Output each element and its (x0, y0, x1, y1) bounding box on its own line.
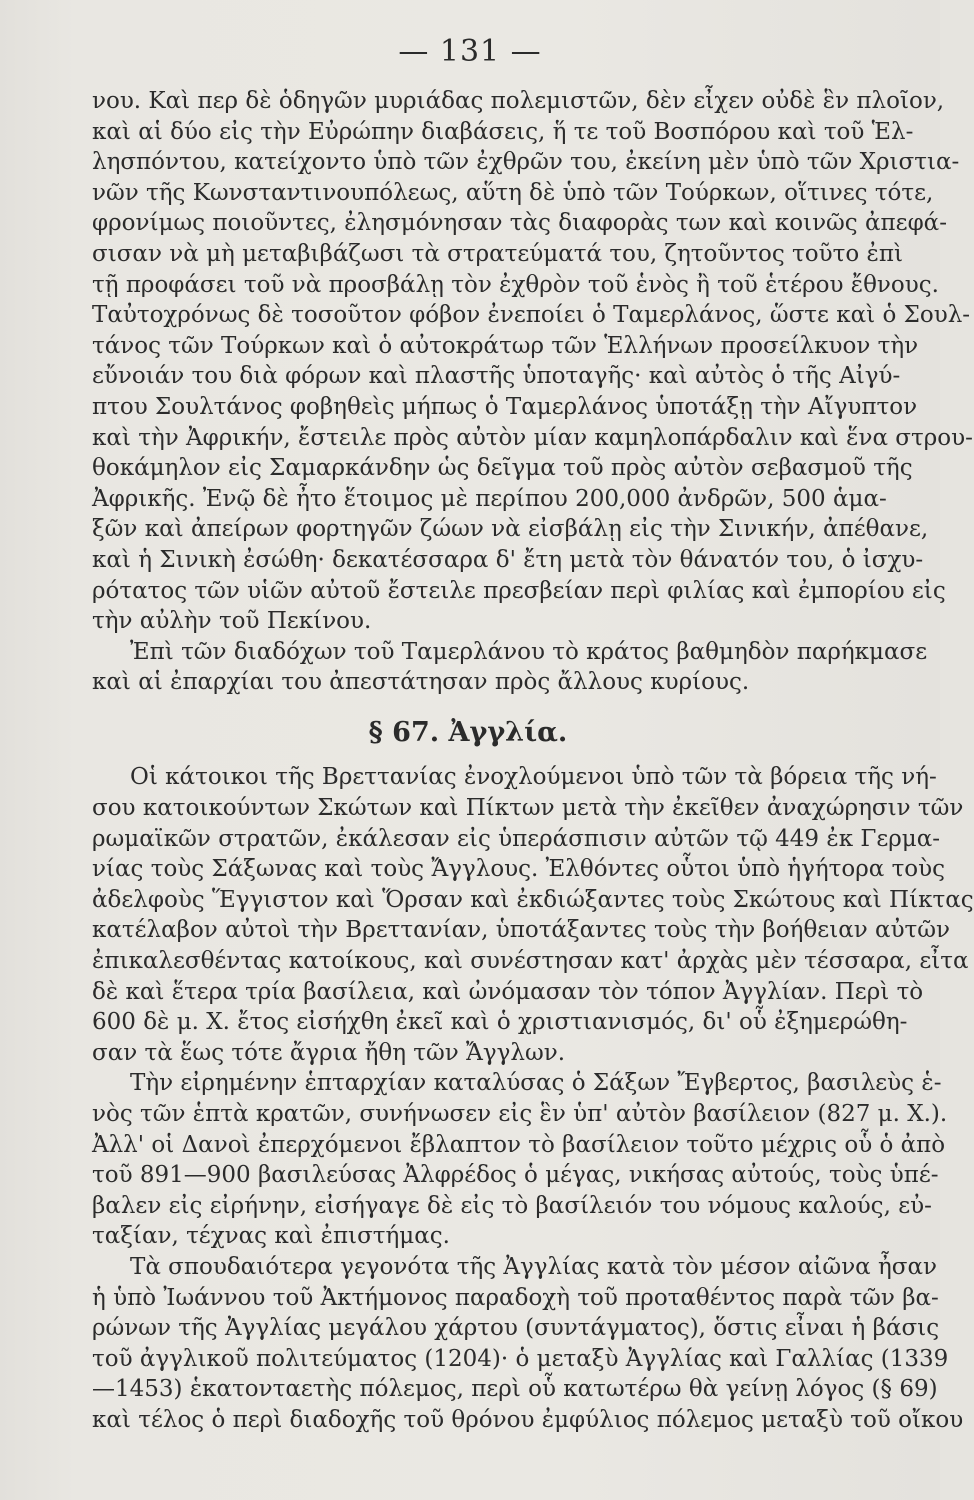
text-line: κατέλαβον αὐτοὶ τὴν Βρεττανίαν, ὑποτάξαντες τοὺς τὴν βοήθειαν αὐτῶν (92, 917, 951, 944)
paragraphs-after-heading (92, 762, 974, 1435)
text-line: ρότατος τῶν υἱῶν αὐτοῦ ἔστειλε πρεσβείαν περὶ φιλίας καὶ ἐμπορίου εἰς (92, 577, 946, 604)
text-line: τὴν αὐλὴν τοῦ Πεκίνου. (92, 608, 372, 635)
text-line: νίας τοὺς Σάξωνας καὶ τοὺς Ἄγγλους. Ἐλθόντες οὗτοι ὑπὸ ἡγήτορα τοὺς (92, 856, 946, 883)
text-line: λησπόντου, κατείχοντο ὑπὸ τῶν ἐχθρῶν του, ἐκείνη μὲν ὑπὸ τῶν Χριστια- (92, 149, 960, 176)
text-line: νῶν τῆς Κωνσταντινουπόλεως, αὕτη δὲ ὑπὸ τῶν Τούρκων, οἵτινες τότε, (92, 179, 934, 206)
text-line: ἀδελφοὺς Ἕγγιστον καὶ Ὅρσαν καὶ ἐκδιώξαντες τοὺς Σκώτους καὶ Πίκτας (92, 886, 974, 913)
paragraph (92, 1068, 948, 1252)
text-line: Οἱ κάτοικοι τῆς Βρεττανίας ἐνοχλούμενοι ὑπὸ τῶν τὰ βόρεια τῆς νή- (130, 764, 937, 791)
text-line: σισαν νὰ μὴ μεταβιβάζωσι τὰ στρατεύματά του, ζητοῦντος τοῦτο ἐπὶ (92, 240, 903, 267)
text-line: καὶ αἱ ἐπαρχίαι του ἀπεστάτησαν πρὸς ἄλλους κυρίους. (92, 669, 750, 696)
text-line: ἡ ὑπὸ Ἰωάννου τοῦ Ἀκτήμονος παραδοχὴ τοῦ προταθέντος παρὰ τῶν βα- (92, 1284, 939, 1311)
text-line: ταξίαν, τέχνας καὶ ἐπιστήμας. (92, 1223, 450, 1250)
text-line: σαν τὰ ἕως τότε ἄγρια ἤθη τῶν Ἄγγλων. (92, 1039, 566, 1066)
text-line: θοκάμηλον εἰς Σαμαρκάνδην ὡς δεῖγμα τοῦ πρὸς αὐτὸν σεβασμοῦ τῆς (92, 455, 913, 482)
text-line: Ἀφρικῆς. Ἐνῷ δὲ ἦτο ἕτοιμος μὲ περίπου 200,000 ἀνδρῶν, 500 ἁμα- (92, 485, 887, 512)
text-line: δὲ καὶ ἕτερα τρία βασίλεια, καὶ ὠνόμασαν τὸν τόπον Ἀγγλίαν. Περὶ τὸ (92, 978, 924, 1005)
text-line: 600 δὲ μ. Χ. ἔτος εἰσήχθη ἐκεῖ καὶ ὁ χριστιανισμός, δι' οὗ ἐξημερώθη- (92, 1009, 908, 1036)
paragraph (92, 1252, 964, 1436)
text-line: καὶ τέλος ὁ περὶ διαδοχῆς τοῦ θρόνου ἐμφύλιος πόλεμος μεταξὺ τοῦ οἴκου (92, 1406, 964, 1433)
text-line: καὶ αἱ δύο εἰς τὴν Εὐρώπην διαβάσεις, ἥ τε τοῦ Βοσπόρου καὶ τοῦ Ἑλ- (92, 118, 914, 145)
text-line: τοῦ 891—900 βασιλεύσας Ἀλφρέδος ὁ μέγας, νικήσας αὐτούς, τοὺς ὑπέ- (92, 1162, 939, 1189)
text-line: βαλεν εἰς εἰρήνην, εἰσήγαγε δὲ εἰς τὸ βασίλειόν του νόμους καλούς, εὐ- (92, 1192, 932, 1219)
text-line: τῇ προφάσει τοῦ νὰ προσβάλῃ τὸν ἐχθρὸν τοῦ ἑνὸς ἢ τοῦ ἑτέρου ἔθνους. (92, 271, 939, 298)
text-line: νου. Καὶ περ δὲ ὁδηγῶν μυριάδας πολεμιστῶν, δὲν εἶχεν οὐδὲ ἓν πλοῖον, (92, 88, 945, 114)
page-number: — 131 — (398, 34, 542, 69)
text-line: —1453) ἑκατονταετὴς πόλεμος, περὶ οὗ κατωτέρω θὰ γείνῃ λόγος (§ 69) (92, 1376, 938, 1403)
text-line: ξῶν καὶ ἀπείρων φορτηγῶν ζώων νὰ εἰσβάλῃ εἰς τὴν Σινικήν, ἀπέθανε, (92, 516, 929, 543)
section-heading: § 67. Ἀγγλία. (368, 716, 568, 748)
text-line: εὔνοιάν του διὰ φόρων καὶ πλαστῆς ὑποταγῆς· καὶ αὐτὸς ὁ τῆς Αἰγύ- (92, 363, 901, 390)
paragraph (92, 86, 973, 637)
text-line: Τὴν εἰρημένην ἑπταρχίαν καταλύσας ὁ Σάξων Ἔγβερτος, βασιλεὺς ἑ- (130, 1070, 942, 1097)
text-line: Ἀλλ' οἱ Δανοὶ ἐπερχόμενοι ἔβλαπτον τὸ βασίλειον τοῦτο μέχρις οὗ ὁ ἀπὸ (92, 1131, 946, 1158)
text-line: Ταὐτοχρόνως δὲ τοσοῦτον φόβον ἐνεποίει ὁ Ταμερλάνος, ὥστε καὶ ὁ Σουλ- (92, 302, 971, 329)
text-line: νὸς τῶν ἑπτὰ κρατῶν, συνήνωσεν εἰς ἓν ὑπ' αὐτὸν βασίλειον (827 μ. Χ.). (92, 1101, 948, 1127)
paragraph (92, 637, 928, 698)
text-line: καὶ ἡ Σινικὴ ἐσώθη· δεκατέσσαρα δ' ἔτη μετὰ τὸν θάνατόν του, ὁ ἰσχυ- (92, 546, 924, 573)
body-text (92, 86, 974, 1436)
text-line: σου κατοικούντων Σκώτων καὶ Πίκτων μετὰ τὴν ἐκεῖθεν ἀναχώρησιν τῶν (92, 795, 964, 822)
text-line: Ἐπὶ τῶν διαδόχων τοῦ Ταμερλάνου τὸ κράτος βαθμηδὸν παρήκμασε (130, 638, 928, 665)
text-line: φρονίμως ποιοῦντες, ἐλησμόνησαν τὰς διαφορὰς των καὶ κοινῶς ἀπεφά- (92, 210, 947, 237)
text-line: τάνος τῶν Τούρκων καὶ ὁ αὐτοκράτωρ τῶν Ἑλλήνων προσείλκυον τὴν (92, 332, 919, 359)
text-line: ρώνων τῆς Ἀγγλίας μεγάλου χάρτου (συντάγματος), ὅστις εἶναι ἡ βάσις (92, 1315, 940, 1342)
text-line: καὶ τὴν Ἀφρικήν, ἔστειλε πρὸς αὐτὸν μίαν καμηλοπάρδαλιν καὶ ἕνα στρου- (92, 424, 973, 451)
text-line: Τὰ σπουδαιότερα γεγονότα τῆς Ἀγγλίας κατὰ τὸν μέσον αἰῶνα ἦσαν (130, 1253, 938, 1280)
text-line: πτου Σουλτάνος φοβηθεὶς μήπως ὁ Ταμερλάνος ὑποτάξῃ τὴν Αἴγυπτον (92, 393, 918, 420)
paragraph (92, 762, 974, 1068)
text-line: ρωμαϊκῶν στρατῶν, ἐκάλεσαν εἰς ὑπεράσπισιν αὐτῶν τῷ 449 ἐκ Γερμα- (92, 825, 941, 852)
text-line: τοῦ ἀγγλικοῦ πολιτεύματος (1204)· ὁ μεταξὺ Ἀγγλίας καὶ Γαλλίας (1339 (92, 1345, 949, 1372)
text-line: ἐπικαλεσθέντας κατοίκους, καὶ συνέστησαν κατ' ἀρχὰς μὲν τέσσαρα, εἶτα (92, 948, 969, 975)
paragraphs-before-heading (92, 86, 973, 698)
